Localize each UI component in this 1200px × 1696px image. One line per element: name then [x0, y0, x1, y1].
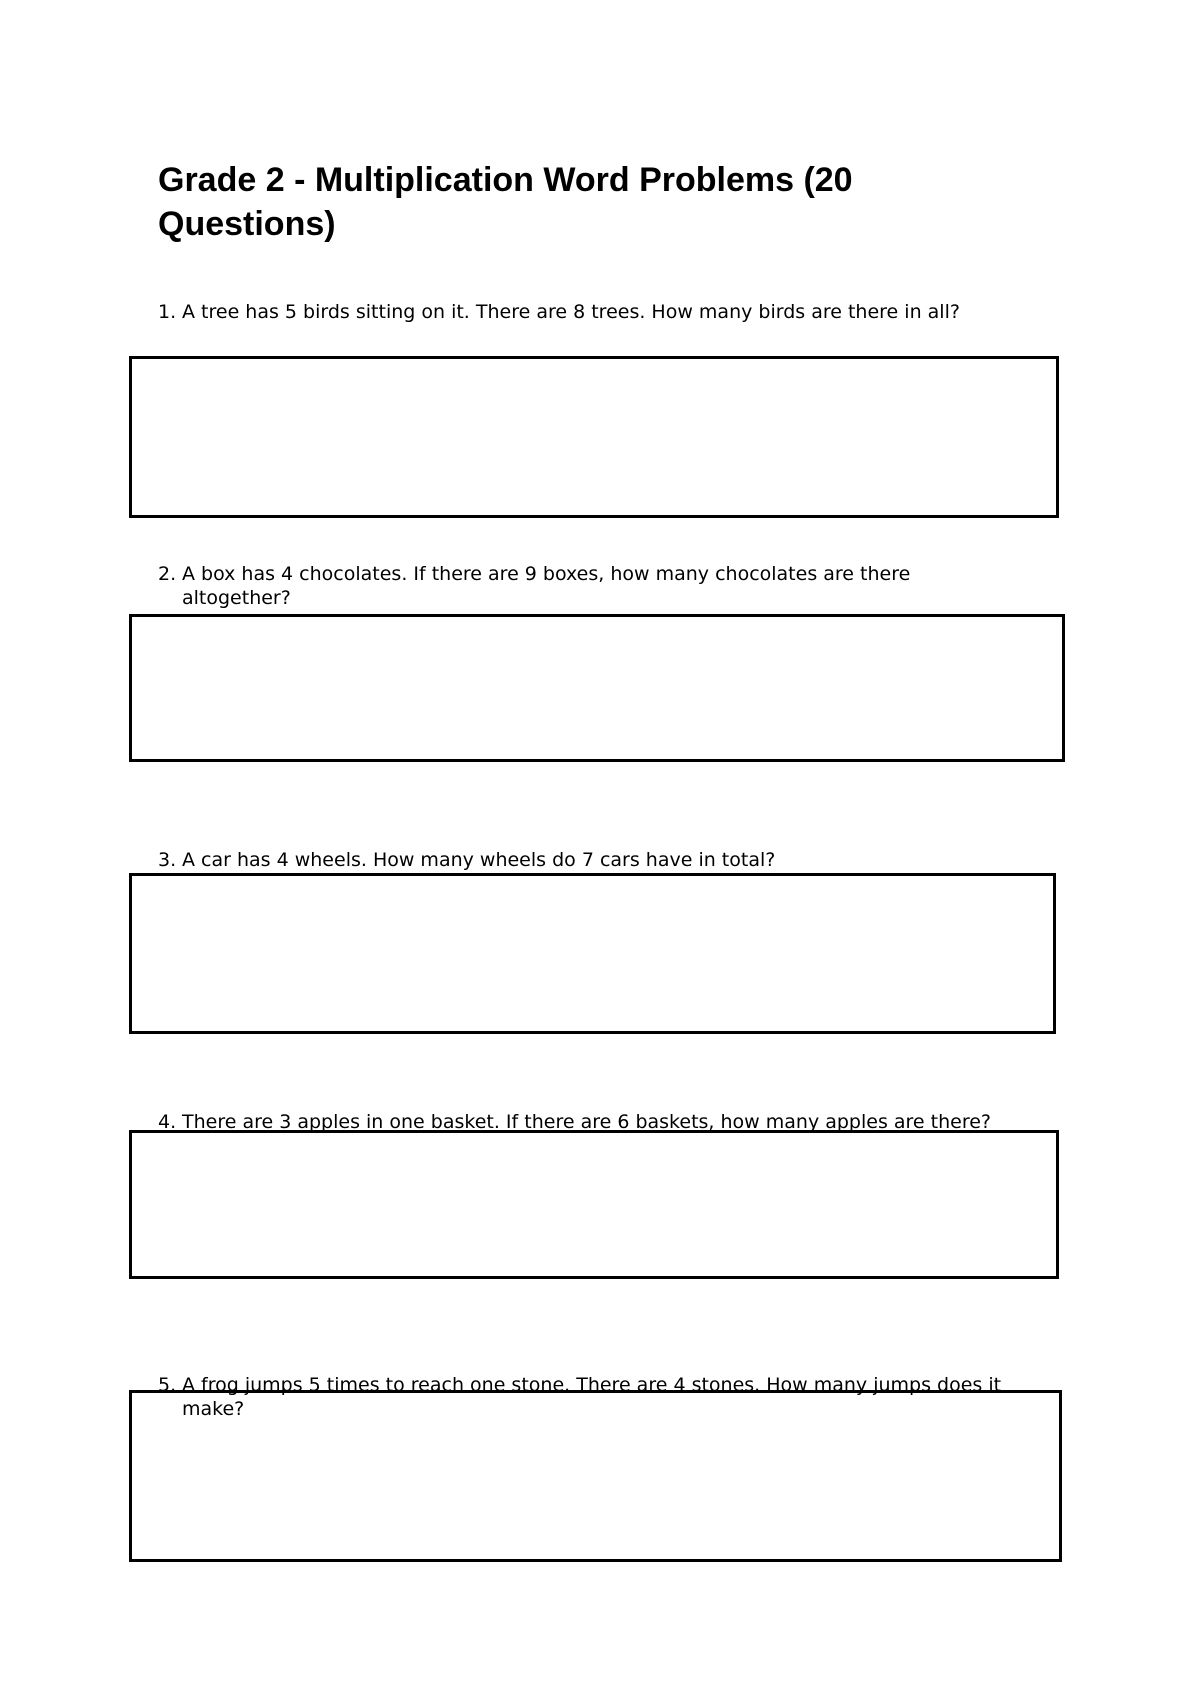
question-number: 3. — [158, 849, 177, 871]
question-text: There are 3 apples in one basket. If there are 6 baskets, how many apples are there? — [182, 1111, 992, 1133]
question-1 — [158, 300, 1058, 324]
worksheet-title: Grade 2 - Multiplication Word Problems (20 Questions) — [158, 161, 853, 243]
question-text: A tree has 5 birds sitting on it. There are 8 trees. How many birds are there in all? — [182, 301, 960, 323]
answer-box-2[interactable] — [129, 614, 1065, 762]
question-text: A car has 4 wheels. How many wheels do 7 cars have in total? — [182, 849, 776, 871]
question-number: 5. — [158, 1374, 177, 1396]
answer-box-1[interactable] — [129, 356, 1059, 518]
question-number: 1. — [158, 301, 177, 323]
question-number: 2. — [158, 563, 177, 585]
answer-box-5[interactable] — [129, 1390, 1062, 1562]
question-2 — [158, 562, 998, 610]
question-3 — [158, 848, 1058, 872]
question-number: 4. — [158, 1111, 177, 1133]
question-text: A box has 4 chocolates. If there are 9 boxes, how many chocolates are there altogether? — [182, 563, 911, 609]
answer-box-3[interactable] — [129, 873, 1056, 1034]
answer-box-4[interactable] — [129, 1130, 1059, 1279]
question-text: A frog jumps 5 times to reach one stone. There are 4 stones. How many jumps does it make? — [182, 1374, 1002, 1420]
